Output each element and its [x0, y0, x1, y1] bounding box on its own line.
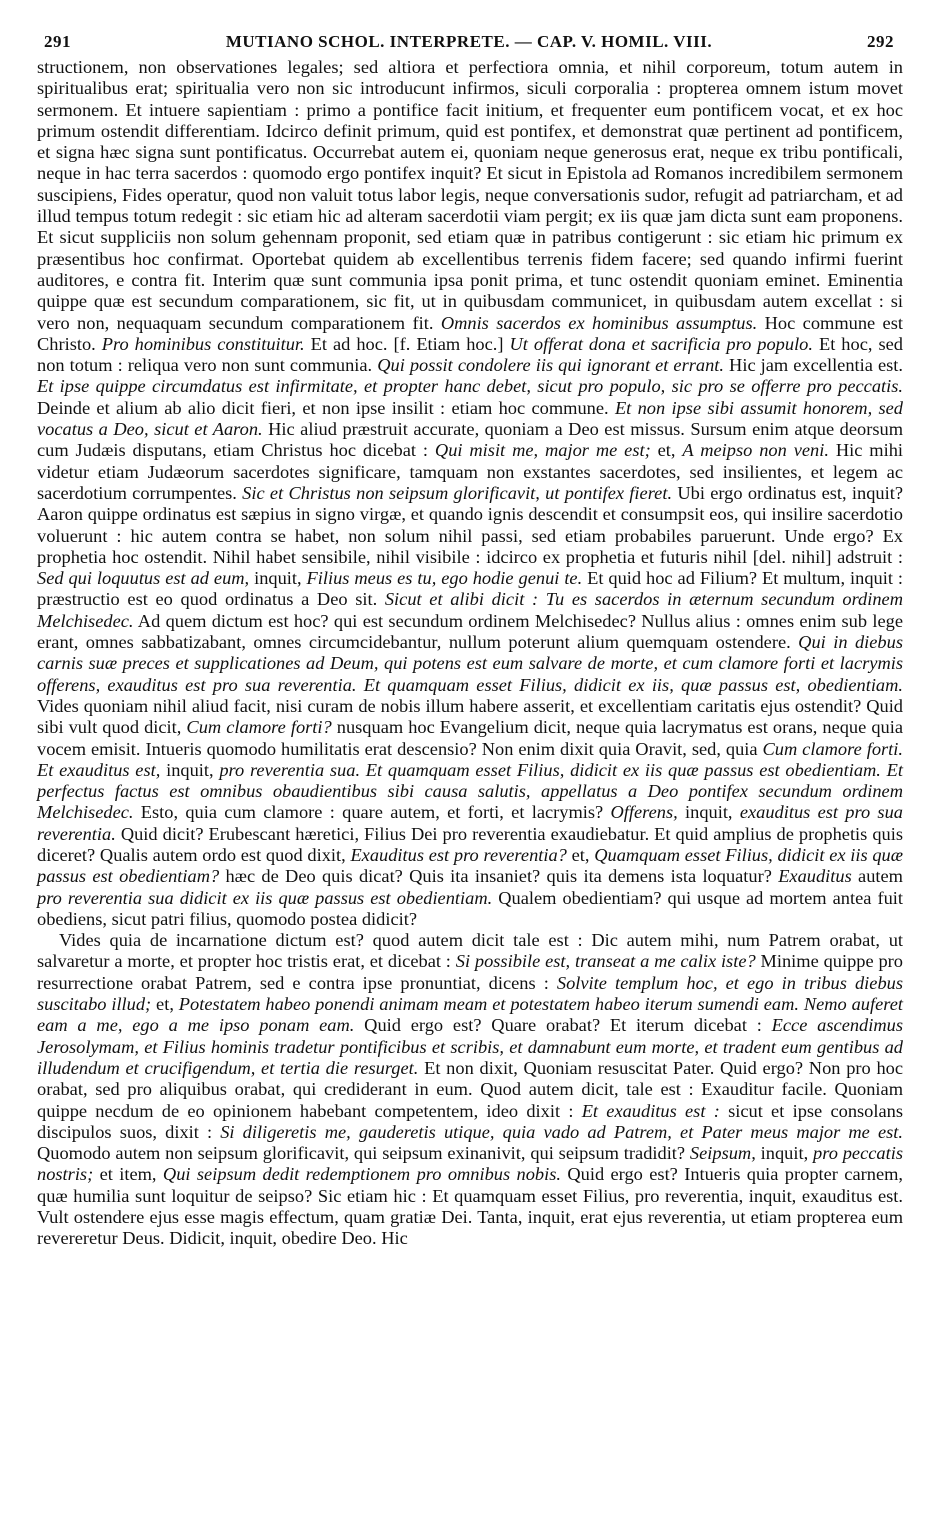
text-run: sicut et ipse consolans discipulos suos, dixit : — [37, 1100, 903, 1142]
text-run: Vides quoniam nihil aliud facit, nisi curam de nobis illum habere asserit, et excellentiam caritatis ejus ostendit? Quid sibi vult quod dicit, — [37, 695, 903, 738]
page-number-left: 291 — [44, 32, 71, 51]
quotation: Solvite templum hoc, et ego in tribus diebus suscitabo illud; — [37, 972, 903, 1015]
text-run: Hic aliud præstruit accurate, quoniam a Deo est missus. Sursum enim atque deorsum cum Judæis disputans, etiam Christus hoc dicebat : — [37, 419, 903, 461]
text-run: Qualem obedientiam? qui usque ad mortem antea fuit obediens, sicut patri filius, quomodo postea didicit? — [37, 887, 903, 929]
quotation: Sicut et alibi dicit : Tu es sacerdos in æternum secundum ordinem Melchisedec. — [37, 589, 903, 631]
quotation: Potestatem habeo ponendi animam meam et potestatem habeo iterum sumendi eam. Nemo auferet eam a me, ego a me ipso ponam eam. — [37, 994, 903, 1036]
text-run: Et ad hoc. [f. Etiam hoc.] — [304, 333, 510, 354]
text-run: autem — [851, 866, 903, 887]
text-run: et, — [650, 440, 683, 461]
quotation: exauditus est pro sua reverentia. — [37, 802, 903, 844]
text-run: Et non dixit, Quoniam resuscitat Pater. Quid ergo? Non pro hoc orabat, sed pro aliquibus orabat, qui crediderant in eum. Quod autem dicit, tale est : Exauditur facile. Quoniam quippe necdum de eo opinionem habebant competentem, ideo dixit : — [37, 1057, 903, 1121]
text-run: inquit, — [677, 802, 740, 823]
quotation: A meipso non veni. — [682, 440, 829, 461]
quotation: Ut offerat dona et sacrificia pro populo. — [509, 333, 813, 354]
text-run: Quid ergo est? Quare orabat? Et iterum dicebat : — [354, 1015, 772, 1036]
quotation: Offerens, — [610, 802, 678, 823]
quotation: pro peccatis nostris; — [37, 1143, 903, 1185]
paragraph-2 — [37, 930, 903, 1249]
quotation: Qui misit me, major me est; — [434, 440, 651, 461]
quotation: Cum clamore forti. Et exauditus est, — [37, 738, 903, 780]
text-run: Et hoc, sed non totum : reliqua vero non sunt communia. — [37, 333, 903, 376]
text-run: et item, — [93, 1164, 163, 1185]
running-header — [44, 32, 894, 58]
quotation: Qui seipsum dedit redemptionem pro omnibus nobis. — [162, 1164, 561, 1185]
text-run: Hoc commune est Christo. — [37, 312, 903, 354]
text-run: hæc de Deo quis dicat? Quis ita insaniet? quis ita demens ista loquatur? — [219, 866, 779, 887]
text-run: Et quid hoc ad Filium? Et multum, inquit : præstructio est eo quod ordinatus a Deo sit. — [37, 568, 903, 610]
text-run: Ubi ergo ordinatus est, inquit? Aaron quippe ordinatus est sæpius in signo virgæ, et quando ignis descendit et consumpsit eos, qui insilire sacerdotio voluerunt : hic autem contra se habet, non solum nihil passi, sed etiam probabiles paruerunt. Unde ergo? Ex prophetia hoc ostendit. Nihil habet sensibile, nihil visibile : idcirco ex prophetia et futuris nihil [del. nihil] adstruit : — [37, 482, 903, 567]
quotation: Quamquam esset Filius, didicit ex iis quæ passus est obedientiam? — [37, 844, 903, 887]
text-run: structionem, non observationes legales; sed altiora et perfectiora omnia, et nihil corporeum, totum autem in spiritualibus erat; spiritualia vero non sic introducunt infirmos, siculi corporalia : propterea omnem istum movet sermonem. Et intuere sapientiam : primo a pontifice facit initium, et frequenter eum pontificem vocat, et ex hoc primum ostendit differentiam. Idcirco definit primum, quid est pontifex, et demonstrat quæ pertinent ad pontificem, et signa hæc signa sunt pontificatus. Occurrebat autem ei, quoniam neque generosus erat, neque ex tribu pontificali, neque in hac terra sacerdos : quomodo ergo pontifex inquit? Et sicut in Epistola ad Romanos incredibilem sermonem suscipiens, Fides operatur, quod non valuit totus labor legis, neque conversationis sudor, refugit ad patriarcham, et ad illud tempus totum redegit : sic etiam hic ad alteram sacerdotii viam pergit; ex iis quæ jam dicta sunt eam proponens. Et sicut suppliciis non solum gehennam proponit, sed etiam quæ in patribus contigerunt : sic etiam hic primum ex præsentibus hoc confirmat. Oportebat quidem ab excellentibus terrenis fidem facere; sed quando infirmi fuerint auditores, e contra fit. Interim quæ sunt communia ipsa ponit prima, et tunc ostendit quoniam eminet. Eminentia quippe quæ est secundum comparationem, sic fit, ut in quibusdam communicet, in quibusdam autem excellat : si vero non, nequaquam secundum comparationem fit. — [37, 57, 903, 333]
quotation: Et non ipse sibi assumit honorem, sed vocatus a Deo, sicut et Aaron. — [37, 397, 903, 440]
quotation: Sed qui loquutus est ad eum, — [37, 568, 250, 589]
text-run: et, — [151, 994, 179, 1015]
text-run: Minime quippe pro resurrectione orabat Patrem, sed e contra ipse pronuntiat, dicens : — [37, 951, 903, 993]
running-title: MUTIANO SCHOL. INTERPRETE. — CAP. V. HOMIL. VIII. — [225, 32, 713, 51]
quotation: Omnis sacerdos ex hominibus assumptus. — [440, 312, 758, 333]
text-run: Quomodo autem non seipsum glorificavit, qui seipsum exinanivit, qui seipsum tradidit? — [37, 1143, 690, 1164]
quotation: Cum clamore forti? — [186, 717, 332, 738]
quotation: Qui possit condolere iis qui ignorant et errant. — [377, 355, 724, 376]
quotation: Si possibile est, transeat a me calix iste? — [455, 951, 756, 972]
text-run: nusquam hoc Evangelium dicit, neque quia lacrymatus est orans, neque quia vocem emisit. Intueris quomodo humilitatis erat descensio? Non enim dixit quia Oravit, sed, quia — [37, 717, 903, 759]
quotation: Sic et Christus non seipsum glorificavit, ut pontifex fieret. — [242, 482, 673, 503]
quotation: Qui in diebus carnis suæ preces et supplicationes ad Deum, qui potens est eum salvare de morte, et cum clamore forti et lacrymis offerens, exauditus est pro sua reverentia. Et quamquam esset Filius, didicit ex iis, quæ passus est, obedientiam. — [37, 632, 903, 695]
quotation: Et exauditus est : — [581, 1100, 720, 1121]
text-run: inquit, — [160, 759, 220, 780]
body-text — [37, 57, 903, 1250]
text-run: Hic jam excellentia est. — [724, 355, 903, 376]
text-run: Ad quem dictum est hoc? qui est secundum ordinem Melchisedec? Nullus alius : omnes enim sub lege erant, omnes sabbatizabant, omnes circumcidebantur, nullum poterunt alium quemquam ostendere. — [37, 610, 903, 653]
quotation: Exauditus — [778, 866, 852, 887]
text-run: inquit, — [755, 1143, 814, 1164]
quotation: Ecce ascendimus Jerosolymam, et Filius hominis tradetur pontificibus et scribis, et damnabunt eum morte, et tradent eum gentibus ad illudendum et crucifigendum, et tertia die resurget. — [37, 1015, 903, 1078]
quotation: Seipsum, — [689, 1143, 756, 1164]
text-run: Hic mihi videtur etiam Judæorum sacerdotes significare, tamquam non exstantes sacerdotes, sed insilientes, et legem ac sacerdotium corrumpentes. — [37, 440, 904, 503]
quotation: Si diligeretis me, gauderetis utique, quia vado ad Patrem, et Pater meus major me est. — [220, 1121, 904, 1142]
text-run: inquit, — [249, 568, 307, 589]
text-run: Deinde et alium ab alio dicit fieri, et non ipse insilit : etiam hoc commune. — [37, 397, 615, 418]
text-run: Quid dicit? Erubescant hæretici, Filius Dei pro reverentia exaudiebatur. Et quid amplius de prophetis quis diceret? Qualis autem ordo est quod dixit, — [37, 823, 903, 865]
quotation: Et ipse quippe circumdatus est infirmitate, et propter hanc debet, sicut pro populo, sic pro se offerre pro peccatis. — [37, 376, 903, 397]
quotation: Pro hominibus constituitur. — [101, 333, 305, 354]
quotation: pro reverentia sua didicit ex iis quæ passus est obedientiam. — [37, 887, 493, 908]
text-run: Quid ergo est? Intueris quia propter carnem, quæ humilia sunt loquitur de seipso? Sic etiam hic : Et quamquam esset Filius, pro reverentia, inquit, exauditus est. Vult ostendere ejus esse magis effectum, quam gratiæ Dei. Tanta, inquit, erat ejus reverentia, ut etiam propterea eum revereretur Deus. Didicit, inquit, obedire Deo. Hic — [37, 1164, 904, 1249]
text-run: Vides quia de incarnatione dictum est? quod autem dicit tale est : Dic autem mihi, num Patrem orabat, ut salvaretur a morte, et propter hoc tristis erat, et dicebat : — [37, 930, 903, 972]
text-run: et, — [566, 844, 595, 865]
page-number-right: 292 — [867, 32, 894, 51]
quotation: pro reverentia sua. Et quamquam esset Filius, didicit ex iis quæ passus est obedientiam. Et perfectus factus est omnibus obaudientibus sibi causa salutis, appellatus a Deo pontifex secundum ordinem Melchisedec. — [37, 759, 903, 823]
text-run: Esto, quia cum clamore : quare autem, et forti, et lacrymis? — [133, 802, 611, 823]
quotation: Filius meus es tu, ego hodie genui te. — [306, 568, 583, 589]
paragraph-1 — [37, 57, 903, 930]
quotation: Exauditus est pro reverentia? — [350, 844, 567, 865]
